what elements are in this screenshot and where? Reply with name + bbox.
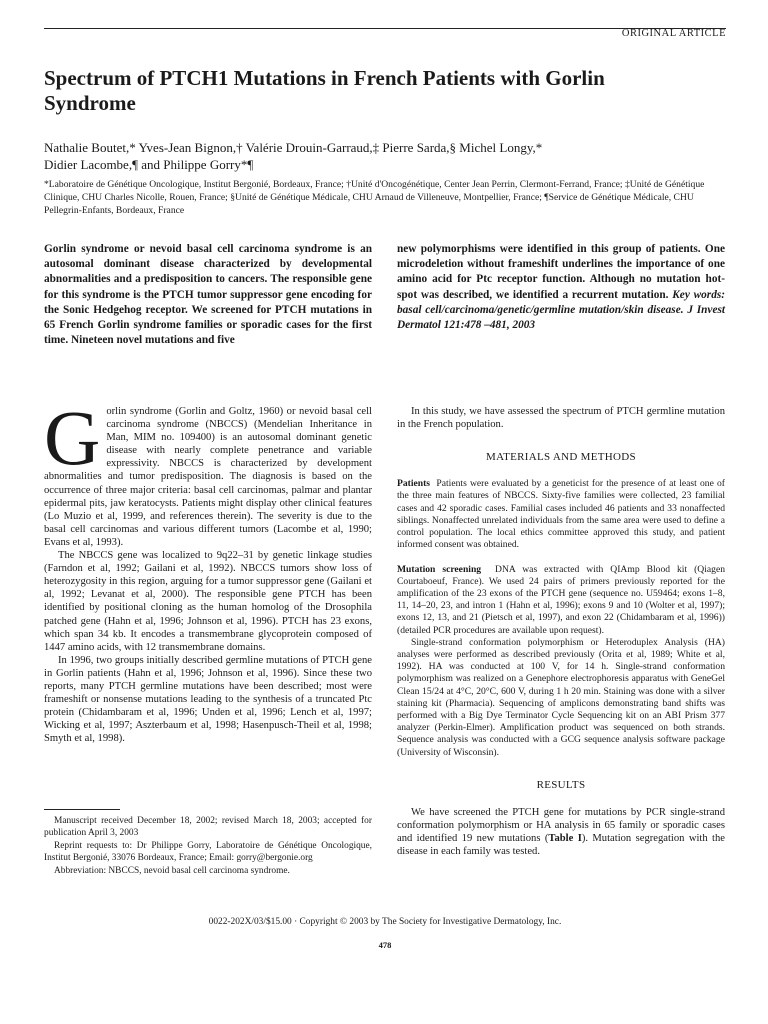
footnote-received: Manuscript received December 18, 2002; revised March 18, 2003; accepted for publication April 3, 2003 — [44, 816, 372, 839]
table-reference: Table I — [548, 833, 582, 845]
body-column-right — [397, 405, 725, 858]
drop-cap: G — [44, 394, 101, 481]
footnote-rule — [44, 809, 120, 810]
results-heading: RESULTS — [536, 778, 586, 791]
section-label: ORIGINAL ARTICLE — [621, 28, 726, 39]
intro-paragraph-1 — [44, 394, 372, 549]
footnote-reprint: Reprint requests to: Dr Philippe Gorry, Laboratoire de Génétique Oncologique, Institut Bergonié, 33076 Bordeaux, France; Email: gorry@bergonie.org — [44, 841, 372, 864]
intro-paragraph-2: The NBCCS gene was localized to 9q22–31 by genetic linkage studies (Farndon et al, 1992; Gailani et al, 1992). NBCCS tumors show loss of heterozygosity in this region, arguing for a tumor suppressor gene (Gailani et al, 1992; Levanat et al, 2000). The responsible gene PTCH has been identified by positional cloning as the human homolog of the Drosophila patched gene (Hahn et al, 1996; Johnson et al, 1996). PTCH has 23 exons, which span 34 kb. It encodes a transmembrane glycoprotein composed of 1447 amino acids, with 12 transmembrane domains. — [44, 550, 372, 653]
screening-run-head: Mutation screening — [397, 563, 482, 575]
article-title: Spectrum of PTCH1 Mutations in French Patients with Gorlin Syndrome — [44, 66, 605, 115]
intro-paragraph-4: In this study, we have assessed the spectrum of PTCH germline mutation in the French population. — [397, 406, 725, 431]
patients-paragraph — [397, 478, 725, 551]
authors-line-2: Didier Lacombe,¶ and Philippe Gorry*¶ — [44, 157, 254, 172]
copyright-line: 0022-202X/03/$15.00 · Copyright © 2003 by The Society for Investigative Dermatology, Inc. — [208, 917, 562, 927]
sscp-paragraph: Single-strand conformation polymorphism or Heteroduplex Analysis (HA) analyses were performed as described previously (Orita et al, 1989; White et al, 1992). HA was conducted at 100 V, for 14 h. Single-strand conformation polymorphism was realized on a Genephore electrophoresis apparatus with GeneGel Clean 15/24 at 4°C, 20°C, 600 V, during 1 h 20 min. Staining was done with a silver staining kit (Pharmacia). Sequencing of amplicons demonstrating band shifts was performed with a Big Dye Terminator Cycle Sequencing kit on an ABI Prism 377 analyzer (Perkin-Elmer). Amplification product was sequenced on both strands. Sequence analysis was conducted with a GCG sequence analysis software package (University of Wisconsin). — [397, 636, 725, 758]
keywords-label: Key words: — [672, 288, 726, 301]
screening-text: DNA was extracted with QIAmp Blood kit (Qiagen Courtaboeuf, France). We used 24 pairs of primers previously reported for the amplification of the 23 exons of the PTCH gene (sequence no. U59464; exons 1–8, 11, 14–20, 23, and intron 1 (Hahn et al, 1996); exons 9 and 10 (Wolter et al, 1997); exons 12, 13, and 21 (Pietsch et al, 1997), and exon 22 (Chidambaram et al, 1996)) (detailed PCR procedures are available upon request). — [397, 563, 726, 636]
footnote-abbreviation: Abbreviation: NBCCS, nevoid basal cell carcinoma syndrome. — [54, 866, 290, 877]
authors-line-1: Nathalie Boutet,* Yves-Jean Bignon,† Valérie Drouin-Garraud,‡ Pierre Sarda,§ Michel Longy,* — [44, 140, 543, 155]
abstract-left: Gorlin syndrome or nevoid basal cell carcinoma syndrome is an autosomal dominant disease characterized by developmental abnormalities and a predisposition to cancers. The responsible gene for this syndrome is the PTCH tumor suppressor gene encoding for the Sonic Hedgehog receptor. We screened for PTCH mutations in 65 French Gorlin syndrome families or sporadic cases for the first time. Nineteen novel mutations and five — [44, 243, 372, 347]
abstract-right — [397, 242, 725, 333]
affiliations: *Laboratoire de Génétique Oncologique, Institut Bergonié, Bordeaux, France; †Unité d'Oncogénétique, Center Jean Perrin, Clermont-Ferrand, France; ‡Unité de Génétique Clinique, CHU Charles Nicolle, Rouen, France; §Unité de Génétique Médicale, CHU Arnaud de Villeneuve, Montpellier, France; ¶Service de Génétique Médicale, CHU Pellegrin-Enfants, Bordeaux, France — [44, 179, 705, 216]
author-list — [44, 139, 724, 173]
journal-citation: J Invest Dermatol 121:478 –481, 2003 — [397, 303, 725, 332]
abstract-right-text: new polymorphisms were identified in this group of patients. One microdeletion without frameshift underlines the importance of one amino acid for Ptc receptor function. Although no mutation hot-spot was described, we identified a recurrent mutation. — [397, 243, 725, 301]
body-column-left — [44, 394, 372, 745]
footnotes — [44, 815, 372, 878]
keywords: basal cell/carcinoma/genetic/germline mutation/skin disease. — [397, 303, 684, 316]
results-text-before: We have screened the PTCH gene for mutations by PCR single-strand conformation polymorphism or HA analysis in 65 family or sporadic cases and identified 19 new mutations ( — [397, 806, 725, 845]
page-number: 478 — [378, 940, 392, 950]
results-text-after: ). Mutation segregation with the disease in each family was tested. — [397, 833, 725, 858]
screening-paragraph — [397, 564, 725, 637]
intro-paragraph-3: In 1996, two groups initially described germline mutations of PTCH gene in Gorlin patients (Hahn et al, 1996; Johnson et al, 1996). Since these two reports, many PTCH germline mutations have been described; most were frameshift or nonsense mutations leading to the synthesis of a truncated Ptc protein (Chidambaram et al, 1996; Unden et al, 1996; Lench et al, 1997; Wicking et al, 1997; Aszterbaum et al, 1998; Hasenpusch-Theil et al, 1998; Smyth et al, 1998). — [44, 654, 372, 745]
results-paragraph — [397, 806, 725, 858]
patients-run-head: Patients — [397, 478, 431, 490]
intro-p1-text: orlin syndrome (Gorlin and Goltz, 1960) or nevoid basal cell carcinoma syndrome (NBCCS) (Mendelian Inheritance in Man, MIM no. 109400) is an autosomal dominant genetic disease with nearly complete penetrance and variable expressivity. NBCCS is characterized by development abnormalities and tumor predisposition. The diagnosis is based on the occurrence of three major criteria: basal cell carcinomas, palmar and plantar epidermal pits, jaw keratocysts. Patients might display other clinical features (Lo Muzio et al, 1999, and references therein). The severity is due to the basal cell carcinomas and various different tumors (Lacombe et al, 1990; Evans et al, 1993). — [44, 406, 372, 548]
methods-heading: MATERIALS AND METHODS — [486, 451, 636, 464]
patients-text: Patients were evaluated by a geneticist for the presence of at least one of the three main features of NBCCS. Sixty-five families were collected, 23 familial cases and 42 sporadic cases. Familial cases included 46 patients and 33 nonaffected siblings. Nonaffected unrelated individuals from the same area were used to define a control population. The local ethics committee approved this study, and patient informed consent was obtained. — [397, 478, 726, 551]
